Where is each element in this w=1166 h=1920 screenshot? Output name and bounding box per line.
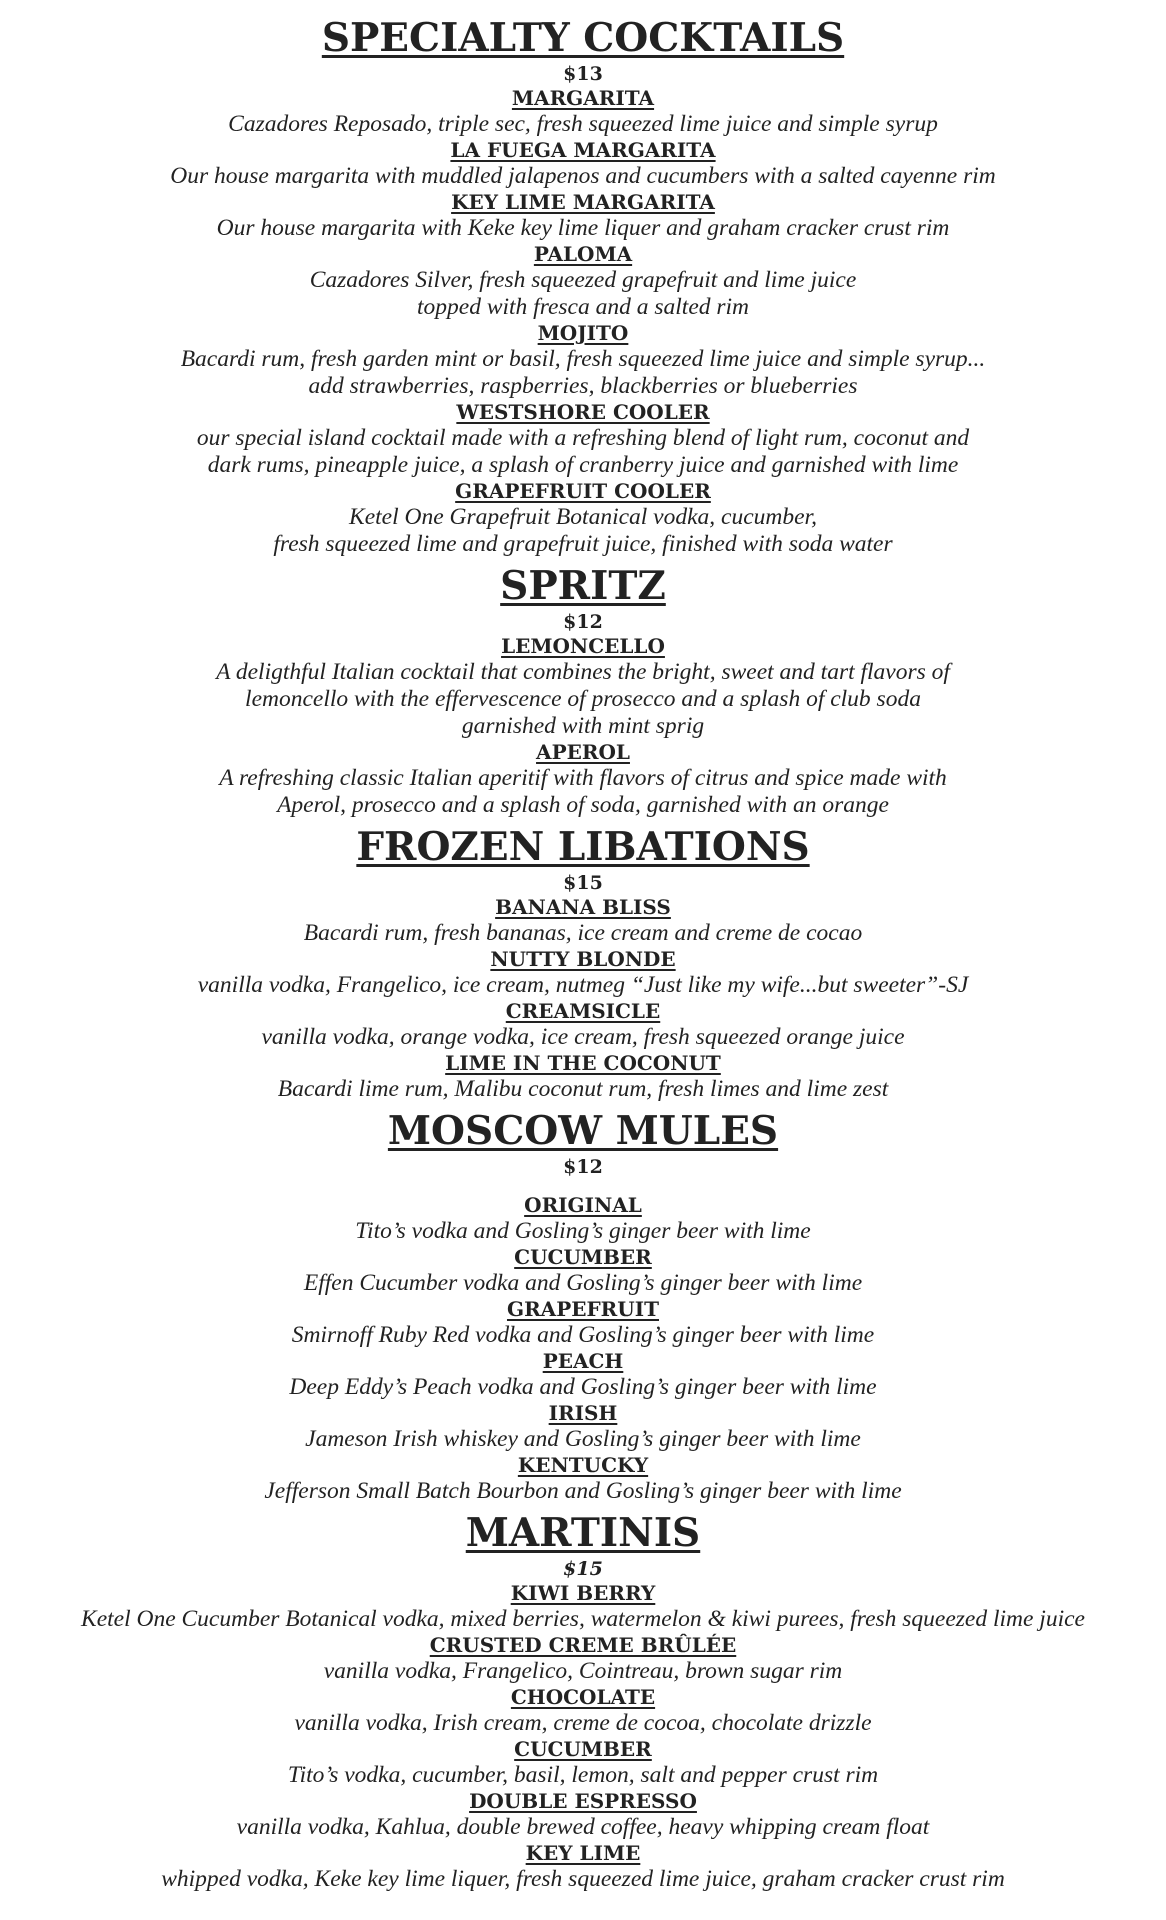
menu-item [0, 1051, 1166, 1103]
item-description: add strawberries, raspberries, blackberries or blueberries [308, 373, 858, 399]
item-name: CUCUMBER [514, 1245, 652, 1269]
item-description: our special island cocktail made with a refreshing blend of light rum, coconut and [196, 425, 970, 451]
item-description: vanilla vodka, Irish cream, creme de cocoa, chocolate drizzle [294, 1710, 872, 1736]
item-description: Bacardi rum, fresh garden mint or basil, fresh squeezed lime juice and simple syrup... [180, 346, 986, 372]
item-description: Cazadores Reposado, triple sec, fresh squeezed lime juice and simple syrup [228, 111, 938, 137]
menu-item [0, 1349, 1166, 1401]
item-name: APEROL [536, 740, 630, 764]
menu-item [0, 190, 1166, 242]
item-description: Bacardi rum, fresh bananas, ice cream and creme de cocao [303, 920, 863, 946]
item-description: fresh squeezed lime and grapefruit juice, finished with soda water [273, 531, 893, 557]
menu-item [0, 1789, 1166, 1841]
menu-item [0, 1685, 1166, 1737]
item-description: whipped vodka, Keke key lime liquer, fresh squeezed lime juice, graham cracker crust rim [161, 1866, 1005, 1892]
item-name: LIME IN THE COCONUT [445, 1051, 721, 1075]
menu-item [0, 999, 1166, 1051]
item-description: Bacardi lime rum, Malibu coconut rum, fresh limes and lime zest [277, 1076, 889, 1102]
section-title: MARTINIS [465, 1510, 701, 1556]
item-description: Cazadores Silver, fresh squeezed grapefruit and lime juice [309, 267, 857, 293]
item-name: CUCUMBER [514, 1737, 652, 1761]
item-name: CHOCOLATE [510, 1685, 656, 1709]
menu-item [0, 947, 1166, 999]
item-name: KIWI BERRY [510, 1581, 656, 1605]
item-name: ORIGINAL [524, 1193, 642, 1217]
menu-section [0, 1109, 1166, 1505]
item-description: Jameson Irish whiskey and Gosling’s ginger beer with lime [305, 1426, 861, 1452]
section-title: SPRITZ [500, 563, 666, 609]
item-description: vanilla vodka, Frangelico, Cointreau, brown sugar rim [323, 1658, 843, 1684]
item-name: NUTTY BLONDE [490, 947, 676, 971]
item-name: GRAPEFRUIT COOLER [455, 479, 711, 503]
menu-item [0, 479, 1166, 558]
menu-item [0, 321, 1166, 400]
menu-section [0, 564, 1166, 819]
section-title: SPECIALTY COCKTAILS [321, 15, 845, 61]
section-price: $15 [563, 1558, 603, 1580]
item-name: LA FUEGA MARGARITA [450, 138, 716, 162]
menu-item [0, 1193, 1166, 1245]
item-description: vanilla vodka, orange vodka, ice cream, fresh squeezed orange juice [261, 1024, 905, 1050]
item-description: Ketel One Grapefruit Botanical vodka, cucumber, [349, 504, 817, 530]
item-description: Tito’s vodka, cucumber, basil, lemon, salt and pepper crust rim [287, 1762, 879, 1788]
menu-item [0, 1297, 1166, 1349]
item-description: dark rums, pineapple juice, a splash of cranberry juice and garnished with lime [207, 452, 959, 478]
item-description: Our house margarita with Keke key lime liquer and graham cracker crust rim [216, 215, 950, 241]
item-description: Jefferson Small Batch Bourbon and Gosling’s ginger beer with lime [264, 1478, 902, 1504]
item-name: MOJITO [537, 321, 629, 345]
menu-item [0, 86, 1166, 138]
item-description: A deligthful Italian cocktail that combines the bright, sweet and tart flavors of [216, 659, 950, 685]
item-name: KEY LIME MARGARITA [451, 190, 715, 214]
item-description: garnished with mint sprig [461, 713, 705, 739]
item-name: WESTSHORE COOLER [456, 400, 710, 424]
item-name: LEMONCELLO [501, 634, 665, 658]
item-name: GRAPEFRUIT [506, 1297, 659, 1321]
section-price: $15 [563, 872, 603, 894]
section-price: $12 [563, 1156, 603, 1178]
menu-item [0, 242, 1166, 321]
menu-item [0, 1581, 1166, 1633]
item-description: Ketel One Cucumber Botanical vodka, mixed berries, watermelon & kiwi purees, fresh squeezed lime juice [81, 1606, 1085, 1632]
section-title: FROZEN LIBATIONS [356, 824, 810, 870]
menu-section [0, 1511, 1166, 1893]
menu-item [0, 1841, 1166, 1893]
menu-item [0, 1401, 1166, 1453]
section-title: MOSCOW MULES [387, 1108, 779, 1154]
menu-item [0, 138, 1166, 190]
menu-item [0, 895, 1166, 947]
item-description: topped with fresca and a salted rim [416, 294, 750, 320]
menu-item [0, 1453, 1166, 1505]
menu-item [0, 1737, 1166, 1789]
menu-item [0, 1245, 1166, 1297]
section-price: $13 [563, 63, 603, 85]
item-description: A refreshing classic Italian aperitif with flavors of citrus and spice made with [219, 765, 947, 791]
item-name: BANANA BLISS [495, 895, 671, 919]
item-name: MARGARITA [511, 86, 655, 110]
menu-section [0, 16, 1166, 558]
item-description: Aperol, prosecco and a splash of soda, garnished with an orange [277, 792, 889, 818]
item-description: vanilla vodka, Kahlua, double brewed coffee, heavy whipping cream float [236, 1814, 930, 1840]
menu-section [0, 825, 1166, 1103]
item-description: Smirnoff Ruby Red vodka and Gosling’s ginger beer with lime [291, 1322, 875, 1348]
section-price: $12 [563, 611, 603, 633]
item-name: DOUBLE ESPRESSO [469, 1789, 697, 1813]
menu-item [0, 400, 1166, 479]
item-name: CREAMSICLE [505, 999, 661, 1023]
item-name: KENTUCKY [517, 1453, 649, 1477]
item-description: lemoncello with the effervescence of prosecco and a splash of club soda [245, 686, 921, 712]
menu-item [0, 634, 1166, 740]
item-description: Tito’s vodka and Gosling’s ginger beer with lime [355, 1218, 811, 1244]
item-name: KEY LIME [525, 1841, 641, 1865]
menu-item [0, 1633, 1166, 1685]
item-description: Deep Eddy’s Peach vodka and Gosling’s ginger beer with lime [289, 1374, 877, 1400]
item-description: vanilla vodka, Frangelico, ice cream, nutmeg “Just like my wife...but sweeter”-SJ [197, 972, 969, 998]
item-description: Effen Cucumber vodka and Gosling’s ginger beer with lime [303, 1270, 863, 1296]
item-description: Our house margarita with muddled jalapenos and cucumbers with a salted cayenne rim [170, 163, 996, 189]
item-name: PEACH [542, 1349, 624, 1373]
menu-item [0, 740, 1166, 819]
item-name: PALOMA [533, 242, 633, 266]
item-name: IRISH [548, 1401, 618, 1425]
item-name: CRUSTED CREME BRÛLÉE [429, 1633, 737, 1657]
